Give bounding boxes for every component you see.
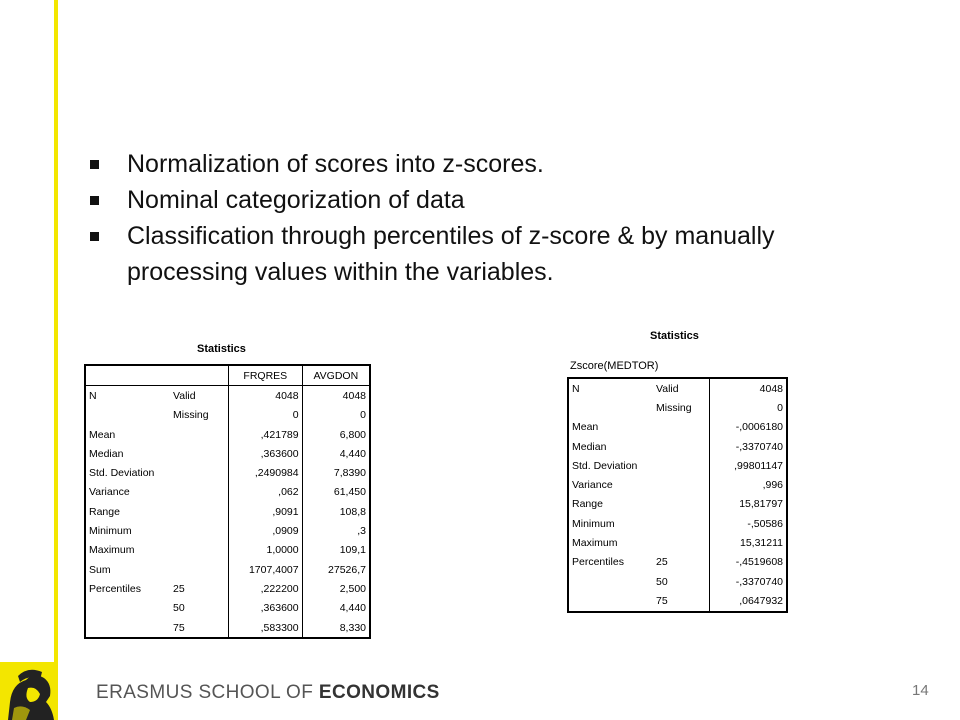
table-cell: 50 — [170, 599, 229, 618]
table-cell: 4048 — [229, 386, 303, 406]
table-row — [85, 521, 370, 540]
table-cell: Range — [89, 505, 120, 518]
table-cell: 15,31211 — [739, 537, 783, 550]
table-cell: 8,330 — [339, 621, 366, 634]
table-cell: Valid — [170, 386, 229, 406]
table-row — [85, 406, 370, 425]
table-cell: Missing — [170, 406, 229, 425]
table-cell — [170, 502, 229, 521]
statistics-table-frqres-avgdon — [84, 364, 371, 639]
table-cell: 61,450 — [333, 486, 366, 499]
table-cell: 0 — [360, 409, 366, 422]
table-row — [85, 444, 370, 463]
table-cell: 25 — [653, 553, 710, 572]
table-row — [85, 618, 370, 638]
table-row — [568, 533, 787, 552]
table-row — [85, 483, 370, 502]
table-cell: 75 — [653, 591, 710, 611]
table-cell: 75 — [170, 618, 229, 638]
table-cell — [85, 599, 170, 618]
table-cell — [653, 456, 710, 475]
accent-sidebar — [54, 0, 58, 662]
table-cell — [653, 475, 710, 494]
table-cell — [170, 483, 229, 502]
table-cell: Mean — [572, 421, 599, 434]
table-row — [85, 560, 370, 579]
table-cell: 4,440 — [339, 602, 366, 615]
bullet-item: Normalization of scores into z-scores. — [90, 146, 870, 182]
table-cell: Percentiles — [89, 582, 141, 595]
table-cell: 4,440 — [339, 447, 366, 460]
page-number: 14 — [912, 682, 929, 699]
table-row — [568, 398, 787, 417]
table-cell: ,363600 — [229, 599, 303, 618]
table-cell: 1,0000 — [229, 541, 303, 560]
erasmus-portrait-icon — [0, 662, 58, 720]
table-cell: Range — [572, 498, 603, 511]
table-row — [568, 475, 787, 494]
table-cell: 4048 — [342, 389, 366, 402]
table-cell: 1707,4007 — [229, 560, 303, 579]
table-cell: N — [572, 382, 580, 395]
square-bullet-icon — [90, 160, 99, 169]
statistics-table-zscore-medtor — [567, 377, 788, 613]
bullet-item: Nominal categorization of data — [90, 182, 870, 218]
table-cell — [170, 541, 229, 560]
table-row — [568, 378, 787, 398]
table-cell: 109,1 — [339, 544, 366, 557]
table-cell: 6,800 — [339, 428, 366, 441]
table-row — [85, 541, 370, 560]
table-cell — [568, 398, 653, 417]
table-row — [85, 463, 370, 482]
table-cell: 50 — [653, 572, 710, 591]
table-row — [568, 514, 787, 533]
table-cell — [85, 406, 170, 425]
table-row — [568, 591, 787, 611]
table-cell — [653, 437, 710, 456]
table-cell: -,3370740 — [735, 575, 783, 588]
table-cell — [653, 514, 710, 533]
table-row — [85, 502, 370, 521]
table-cell: ,996 — [762, 479, 783, 492]
table-cell: ,3 — [357, 525, 366, 538]
table-cell: 2,500 — [339, 582, 366, 595]
table-cell: -,3370740 — [735, 440, 783, 453]
table-cell: Mean — [89, 428, 116, 441]
table-cell: 15,81797 — [739, 498, 783, 511]
table-cell — [170, 463, 229, 482]
table-cell: -,4519608 — [735, 556, 783, 569]
table2-variable-label: Zscore(MEDTOR) — [570, 360, 659, 372]
table-header-row — [85, 365, 370, 386]
table-cell: Missing — [653, 398, 710, 417]
bullet-list — [90, 146, 870, 290]
table-cell: Variance — [89, 486, 130, 499]
square-bullet-icon — [90, 196, 99, 205]
header-blank — [85, 365, 170, 386]
table-row — [568, 572, 787, 591]
table-cell: 0 — [229, 406, 303, 425]
column-header: FRQRES — [229, 365, 303, 386]
column-header: AVGDON — [302, 365, 370, 386]
table-cell: 4048 — [759, 382, 783, 395]
table1-title: Statistics — [197, 343, 246, 355]
table-cell: Std. Deviation — [572, 459, 638, 472]
table-cell: ,583300 — [229, 618, 303, 638]
table-row — [568, 437, 787, 456]
table-cell: ,9091 — [229, 502, 303, 521]
table-cell: -,0006180 — [735, 421, 783, 434]
table-cell — [85, 618, 170, 638]
table-cell — [653, 495, 710, 514]
table-cell: 108,8 — [339, 505, 366, 518]
school-name: ERASMUS SCHOOL OF ECONOMICS — [96, 682, 440, 703]
table-cell: -,50586 — [747, 517, 783, 530]
table-cell: ,0647932 — [739, 594, 783, 607]
table-row — [568, 456, 787, 475]
table-cell: Std. Deviation — [89, 467, 155, 480]
table-cell — [170, 560, 229, 579]
table-cell: 7,8390 — [333, 467, 366, 480]
table-cell: ,062 — [229, 483, 303, 502]
square-bullet-icon — [90, 232, 99, 241]
table-cell — [170, 425, 229, 444]
table-row — [568, 418, 787, 437]
table-cell — [653, 418, 710, 437]
table-cell — [170, 521, 229, 540]
table-cell: ,99801147 — [734, 459, 783, 472]
table-cell: ,363600 — [229, 444, 303, 463]
table-row — [568, 553, 787, 572]
table-cell: Sum — [89, 563, 111, 576]
table-cell: Maximum — [572, 537, 618, 550]
table-cell — [170, 444, 229, 463]
table-cell: 27526,7 — [328, 563, 366, 576]
table-row — [85, 599, 370, 618]
table-cell: 0 — [777, 401, 783, 414]
table-cell: Minimum — [572, 517, 615, 530]
table-row — [85, 425, 370, 444]
bullet-item: Classification through percentiles of z-score & by manually processing values within the variables. — [90, 218, 870, 290]
table-row — [85, 579, 370, 598]
table-row — [85, 386, 370, 406]
table-cell: Median — [89, 447, 124, 460]
table-cell: 25 — [170, 579, 229, 598]
header-blank — [170, 365, 229, 386]
table-row — [568, 495, 787, 514]
table2-title: Statistics — [650, 330, 699, 342]
table-cell: Variance — [572, 479, 613, 492]
table-cell: N — [89, 389, 97, 402]
table-cell: Valid — [653, 378, 710, 398]
table-cell: Minimum — [89, 525, 132, 538]
table-cell: Percentiles — [572, 556, 624, 569]
erasmus-logo — [0, 662, 58, 720]
table-cell: ,0909 — [229, 521, 303, 540]
table-cell: ,2490984 — [229, 463, 303, 482]
table-cell: ,222200 — [229, 579, 303, 598]
table-cell: Median — [572, 440, 607, 453]
table-cell: ,421789 — [229, 425, 303, 444]
table-cell — [568, 572, 653, 591]
table-cell — [568, 591, 653, 611]
table-cell — [653, 533, 710, 552]
table-cell: Maximum — [89, 544, 135, 557]
